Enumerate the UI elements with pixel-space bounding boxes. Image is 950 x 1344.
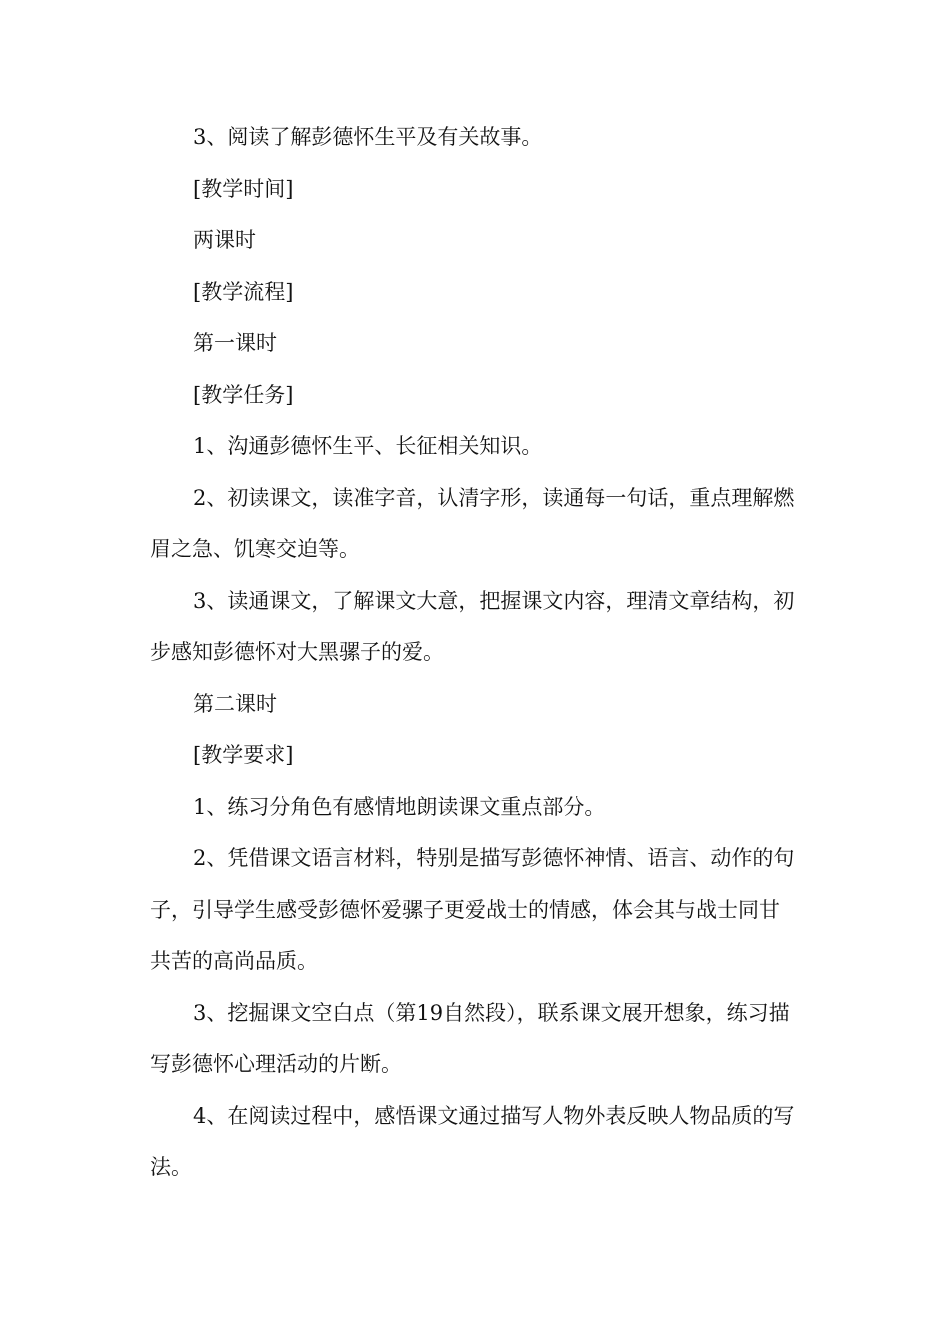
heading-first-lesson: 第一课时 (193, 331, 277, 355)
heading-teaching-process: [教学流程] (193, 279, 294, 304)
list-item-requirement-3: 3、挖掘课文空白点（第19自然段），联系课文展开想象，练习描写彭德怀心理活动的片断。 (150, 1000, 790, 1076)
heading-teaching-time: [教学时间] (193, 176, 294, 201)
document-body (150, 112, 800, 1194)
list-item-task-3: 3、读通课文，了解课文大意，把握课文内容，理清文章结构，初步感知彭德怀对大黑骡子的爱。 (150, 588, 795, 664)
list-item-task-1: 1、沟通彭德怀生平、长征相关知识。 (193, 434, 543, 458)
heading-teaching-tasks: [教学任务] (193, 382, 294, 407)
paragraph-two-lessons: 两课时 (193, 228, 256, 252)
list-item-task-2: 2、初读课文，读准字音，认清字形，读通每一句话，重点理解燃眉之急、饥寒交迫等。 (150, 485, 795, 561)
list-item-requirement-2: 2、凭借课文语言材料，特别是描写彭德怀神情、语言、动作的句子，引导学生感受彭德怀爱骡子更爱战士的情感，体会其与战士同甘共苦的高尚品质。 (150, 846, 795, 973)
list-item-requirement-1: 1、练习分角色有感情地朗读课文重点部分。 (193, 794, 606, 819)
list-item-requirement-4: 4、在阅读过程中，感悟课文通过描写人物外表反映人物品质的写法。 (150, 1103, 795, 1179)
heading-second-lesson: 第二课时 (193, 691, 277, 716)
heading-teaching-requirements: [教学要求] (193, 743, 294, 767)
paragraph-reading-task: 3、阅读了解彭德怀生平及有关故事。 (193, 125, 543, 149)
